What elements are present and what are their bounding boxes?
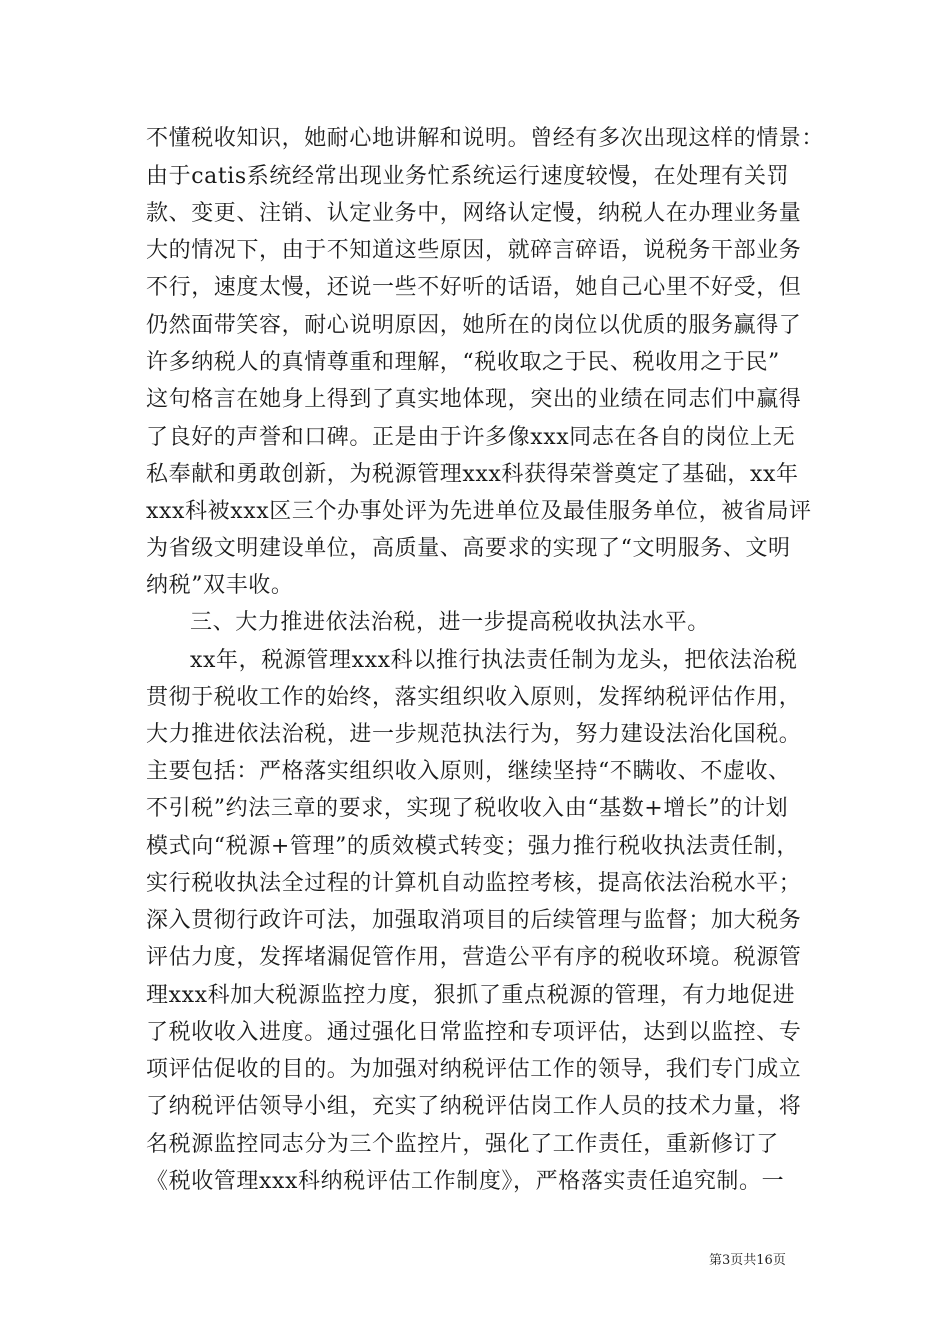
- body-line: 不引税”约法三章的要求，实现了税收收入由“基数+增长”的计划: [146, 796, 789, 821]
- body-line: 仍然面带笑容，耐心说明原因，她所在的岗位以优质的服务赢得了: [146, 313, 802, 338]
- body-line: 了税收收入进度。通过强化日常监控和专项评估，达到以监控、专: [146, 1020, 802, 1045]
- body-line: 款、变更、注销、认定业务中，网络认定慢，纳税人在办理业务量: [146, 201, 802, 226]
- body-line: 纳税”双丰收。: [146, 573, 294, 598]
- body-line: 主要包括：严格落实组织收入原则，继续坚持“不瞒收、不虚收、: [146, 759, 791, 784]
- body-line: 理xxx科加大税源监控力度，狠抓了重点税源的管理，有力地促进: [146, 983, 796, 1008]
- page-number: 第3页共16页: [709, 1253, 786, 1268]
- section-heading: 三、大力推进依法治税，进一步提高税收执法水平。: [190, 610, 710, 635]
- body-line: 名税源监控同志分为三个监控片，强化了工作责任，重新修订了: [146, 1132, 779, 1157]
- body-line: 这句格言在她身上得到了真实地体现，突出的业绩在同志们中赢得: [146, 387, 802, 412]
- body-line: xx年，税源管理xxx科以推行执法责任制为龙头，把依法治税: [190, 648, 798, 673]
- body-line: 深入贯彻行政许可法，加强取消项目的后续管理与监督；加大税务: [146, 908, 802, 933]
- body-line: 实行税收执法全过程的计算机自动监控考核，提高依法治税水平；: [146, 871, 802, 896]
- body-line: 模式向“税源+管理”的质效模式转变；强力推行税收执法责任制，: [146, 834, 799, 859]
- body-line: 了良好的声誉和口碑。正是由于许多像xxx同志在各自的岗位上无: [146, 425, 796, 450]
- body-line: 项评估促收的目的。为加强对纳税评估工作的领导，我们专门成立: [146, 1057, 802, 1082]
- body-line: 为省级文明建设单位，高质量、高要求的实现了“文明服务、文明: [146, 536, 791, 561]
- body-line: 私奉献和勇敢创新，为税源管理xxx科获得荣誉奠定了基础，xx年: [146, 462, 799, 487]
- body-line: 评估力度，发挥堵漏促管作用，营造公平有序的税收环境。税源管: [146, 945, 802, 970]
- body-line: 大的情况下，由于不知道这些原因，就碎言碎语，说税务干部业务: [146, 238, 802, 263]
- body-line: 不行，速度太慢，还说一些不好听的话语，她自己心里不好受，但: [146, 275, 802, 300]
- body-line: xxx科被xxx区三个办事处评为先进单位及最佳服务单位，被省局评: [146, 499, 812, 524]
- body-line: 《税收管理xxx科纳税评估工作制度》，严格落实责任追究制。一: [146, 1169, 785, 1194]
- body-line: 了纳税评估领导小组，充实了纳税评估岗工作人员的技术力量，将: [146, 1094, 802, 1119]
- body-line: 许多纳税人的真情尊重和理解，“税收取之于民、税收用之于民”: [146, 350, 780, 375]
- body-line: 不懂税收知识，她耐心地讲解和说明。曾经有多次出现这样的情景：: [146, 126, 825, 151]
- body-line: 由于catis系统经常出现业务忙系统运行速度较慢，在处理有关罚: [146, 164, 790, 189]
- body-line: 大力推进依法治税，进一步规范执法行为，努力建设法治化国税。: [146, 722, 802, 747]
- body-line: 贯彻于税收工作的始终，落实组织收入原则，发挥纳税评估作用，: [146, 685, 802, 710]
